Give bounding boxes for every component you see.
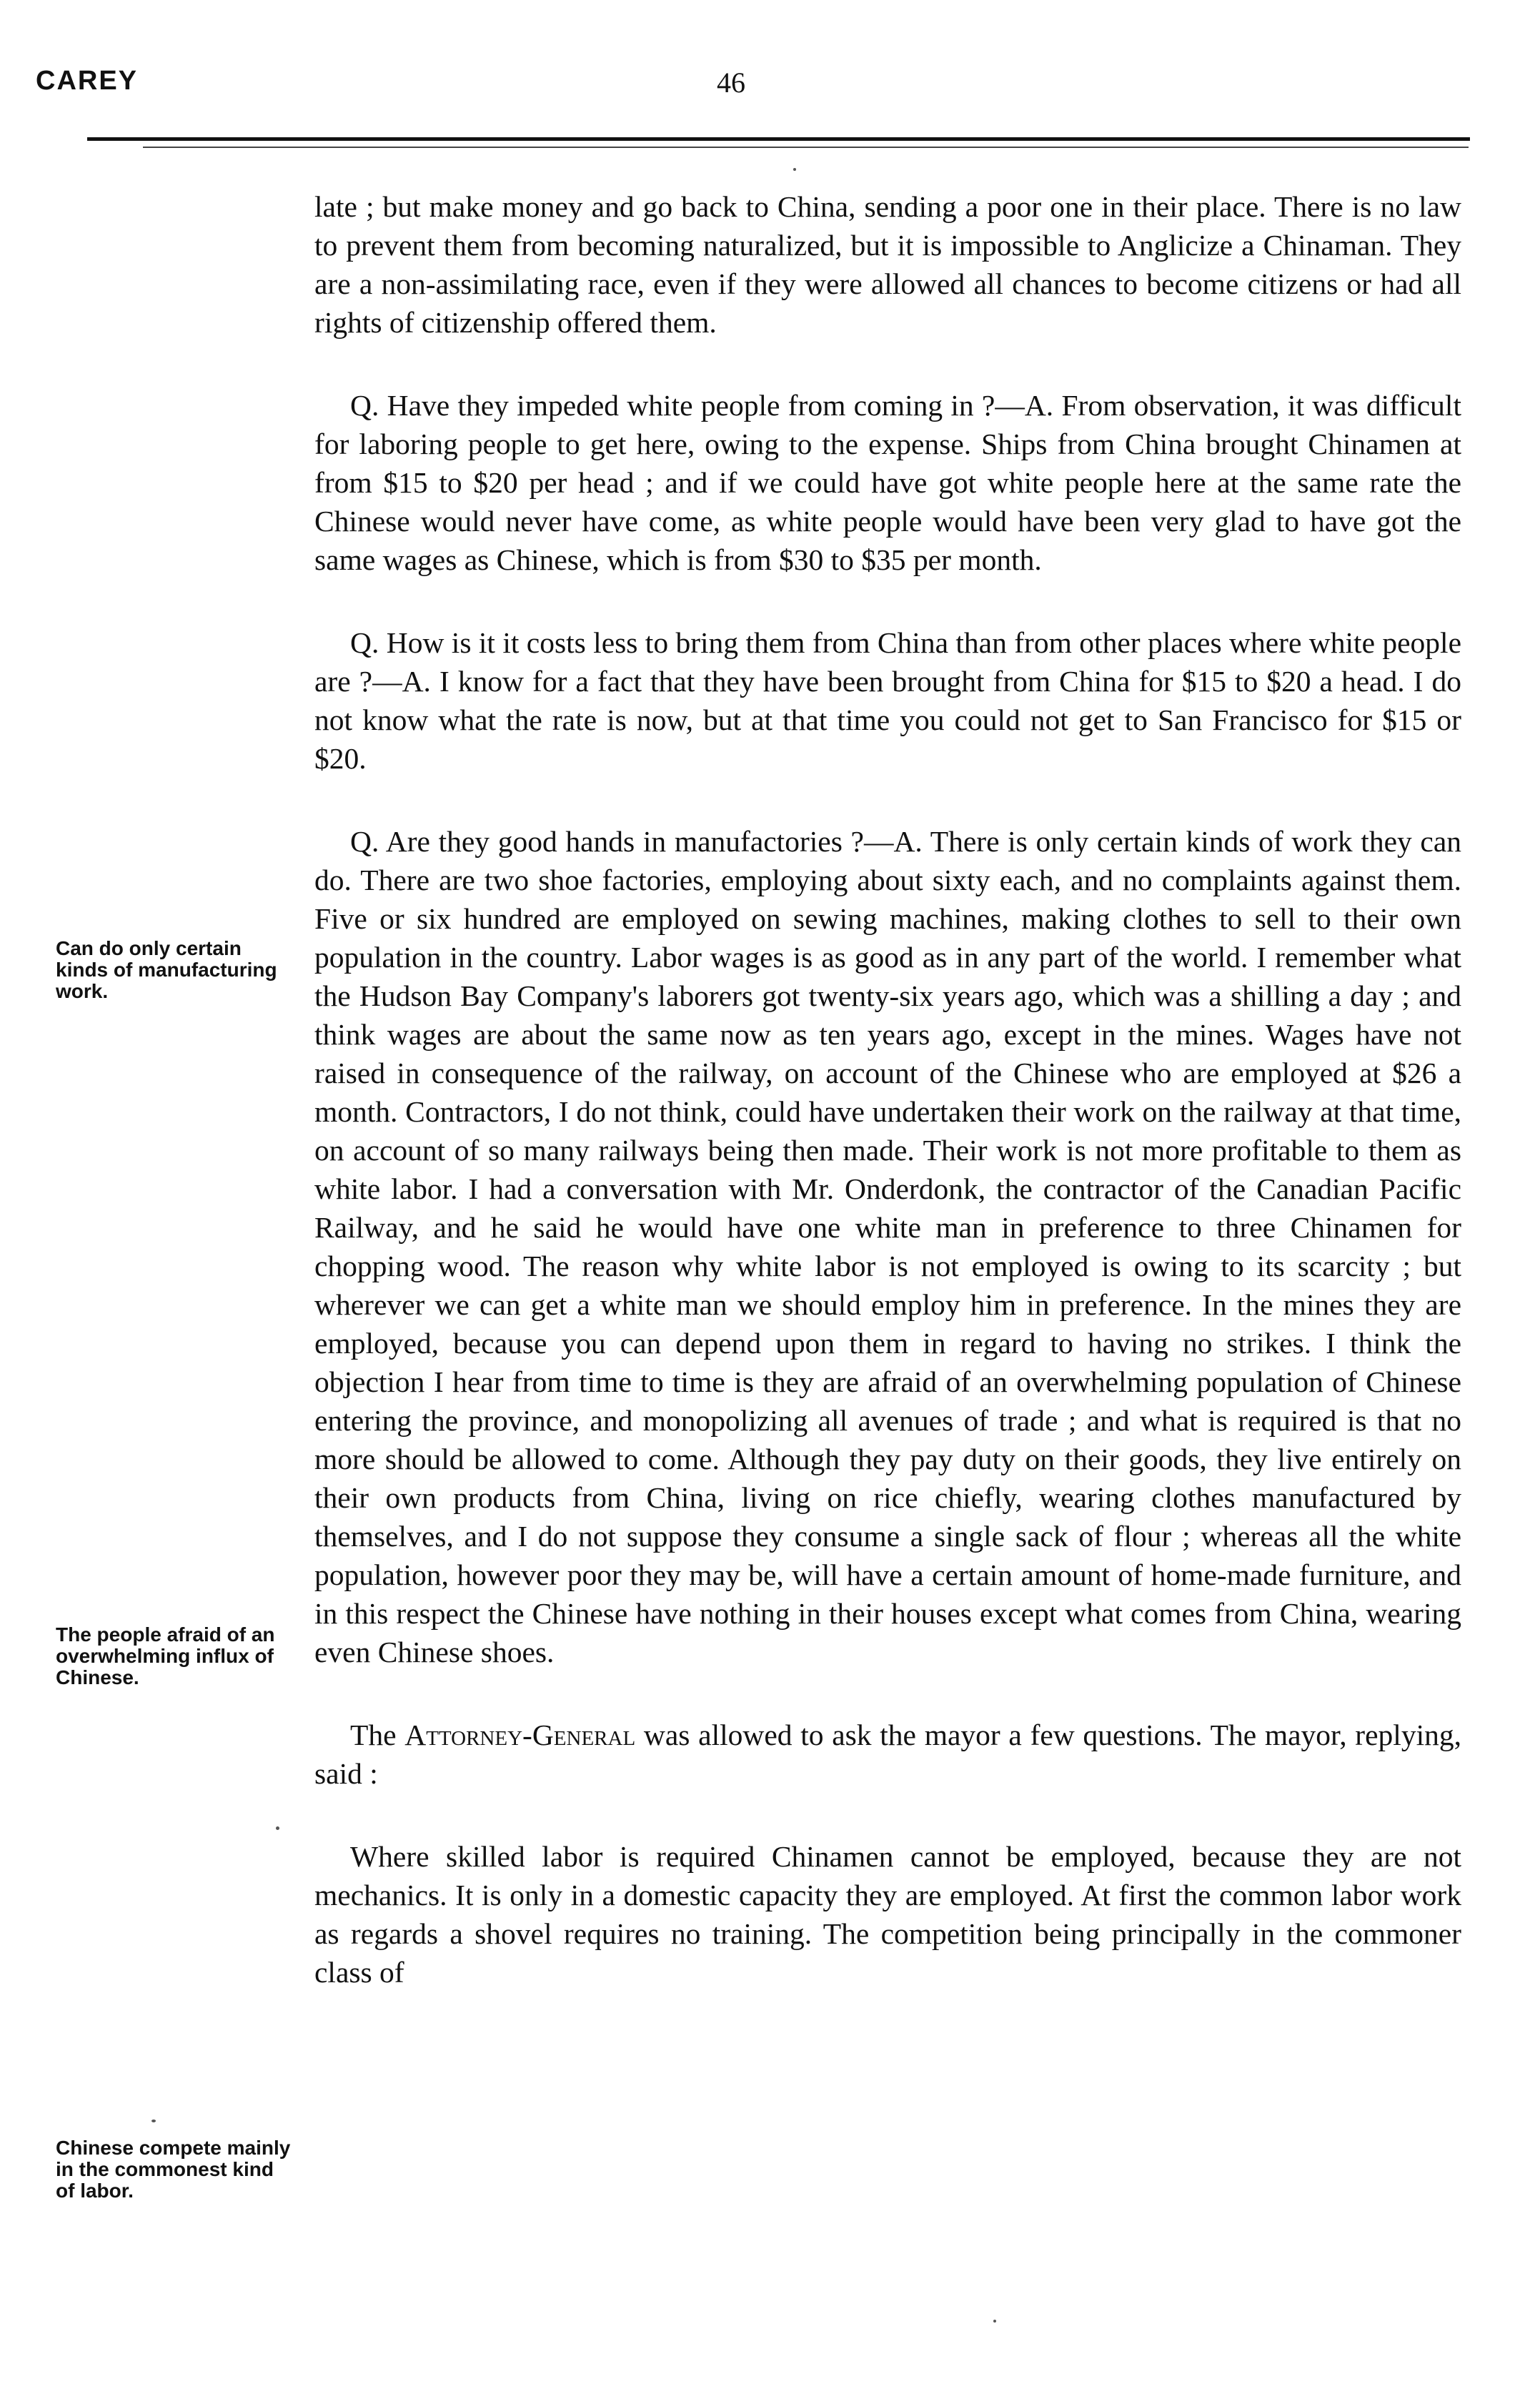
scan-speck: [993, 2320, 996, 2323]
paragraph-question-manufactories: Q. Are they good hands in manufactories ?—A. There is only certain kinds of work they can do. There are two shoe factories, employing about sixty each, and no complaints against them. Five or six hundred are employed on sewing machines, making clothes to sell to their own population in the country. Labor wages is as good as in any part of the world. I remember what the Hudson Bay Company's laborers got twenty-six years ago, which was a shilling a day ; and think wages are about the same now as ten years ago, except in the mines. Wages have not raised in consequence of the railway, on account of the Chinese who are employed at $26 a month. Contractors, I do not think, could have undertaken their work on the railway at that time, on account of so many railways being then made. Their work is not more profitable to them as white labor. I had a conversation with Mr. Onderdonk, the contractor of the Canadian Pacific Railway, and he said he would have one white man in preference to three Chinamen for chopping wood. The reason why white labor is not employed is owing to its scarcity ; but wherever we can get a white man we should employ him in preference. In the mines they are employed, because you can depend upon them in regard to having no strikes. I think the objection I hear from time to time is they are afraid of an overwhelming population of Chinese entering the province, and monopolizing all avenues of trade ; and what is required is that no more should be allowed to come. Although they pay duty on their goods, they live entirely on their own products from China, living on rice chiefly, wearing clothes manufactured by themselves, and I do not suppose they consume a single sack of flour ; whereas all the white population, however poor they may be, will have a certain amount of home-made furniture, and in this respect the Chinese have nothing in their houses except what comes from China, wearing even Chinese shoes.: [314, 825, 1461, 1668]
page-number: 46: [717, 66, 745, 99]
header-rule-thin: [143, 147, 1469, 148]
body-text: [314, 187, 1461, 2036]
attorney-prefix: The: [350, 1718, 405, 1751]
margin-note-manufacturing: Can do only certain kinds of manufacturing work.: [56, 937, 277, 1002]
scan-speck: [276, 1826, 279, 1830]
attorney-general-name: Attorney-General: [404, 1718, 636, 1751]
margin-note-common-labor: Chinese compete mainly in the commonest kind of labor.: [56, 2137, 291, 2202]
attorney-rest: was allowed to ask the mayor a few questions. The mayor, replying, said :: [314, 1718, 1461, 1790]
header-rule: [87, 137, 1470, 141]
scan-speck: [151, 2120, 156, 2122]
paragraph-skilled-labor: Where skilled labor is required Chinamen cannot be employed, because they are not mechanics. It is only in a domestic capacity they are employed. At first the common labor work as regards a shovel requires no training. The competition being principally in the commoner class of: [314, 1840, 1461, 1989]
paragraph-continuation: late ; but make money and go back to China, sending a poor one in their place. There is no law to prevent them from becoming naturalized, but it is impossible to Anglicize a Chinaman. They are a non-assimilating race, even if they were allowed all chances to become citizens or had all rights of citizenship offered them.: [314, 190, 1461, 339]
margin-note-influx: The people afraid of an overwhelming influx of Chinese.: [56, 1623, 275, 1688]
paragraph-question-impeded: Q. Have they impeded white people from coming in ?—A. From observation, it was difficult for laboring people to get here, owing to the expense. Ships from China brought Chinamen at from $15 to $20 per head ; and if we could have got white people here at the same rate the Chinese would never have come, as white people would have been very glad to have got the same wages as Chinese, which is from $30 to $35 per month.: [314, 389, 1461, 576]
scan-speck: [793, 168, 796, 171]
paragraph-attorney-general: [314, 1716, 1461, 1793]
running-head: CAREY: [36, 66, 139, 96]
paragraph-question-cost: Q. How is it it costs less to bring them from China than from other places where white people are ?—A. I know for a fact that they have been brought from China for $15 to $20 a head. I do not know what the rate is now, but at that time you could not get to San Francisco for $15 or $20.: [314, 626, 1461, 775]
